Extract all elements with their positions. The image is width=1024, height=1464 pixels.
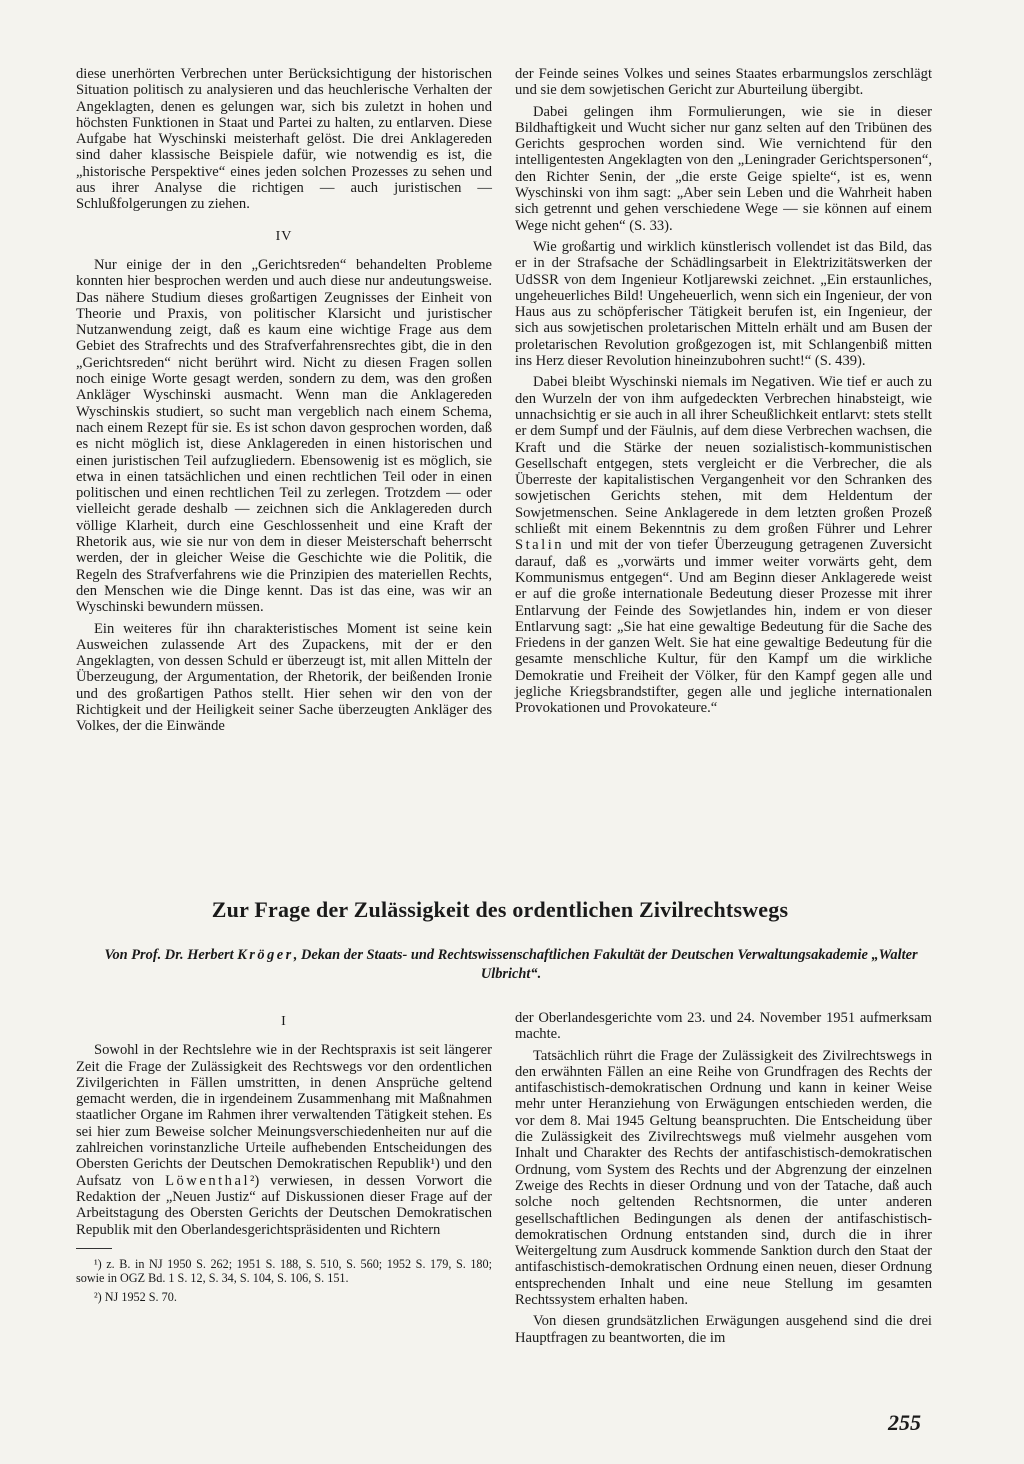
section-heading: I bbox=[281, 1014, 287, 1029]
paragraph: Nur einige der in den „Gerichtsreden“ behandelten Probleme konnten hier besprochen werden und auch diese nur andeutungsweise. Das nähere Studium dieses großartigen Zeugnisses der Einheit von Theorie und Praxis, von politischer Klarsicht und juristischer Nutzanwendung zeigt, daß es kaum eine wichtige Frage aus dem Gebiet des Strafrechts und des Strafverfahrensrechtes gibt, die in den „Gerichtsreden“ nicht berührt wird. Nicht zu diesen Fragen sollen noch einige Worte gesagt werden, sondern zu dem, was den großen Ankläger Wyschinski ausmacht. Wenn man die Anklagereden Wyschinskis studiert, so sucht man vergeblich nach einem Schema, nach einem Rezept für sie. Es ist schon davon gesprochen worden, daß es nicht möglich ist, diese Anklagereden in einen historischen und einen juristischen Teil aufzugliedern. Ebensowenig ist es möglich, sie etwa in einen tatsächlichen und einen rechtlichen Teil oder in einen politischen und einen rechtlichen Teil zu zerlegen. Trotzdem — oder vielleicht gerade deshalb — zeichnen sich die Anklagereden durch völlige Klarheit, durch eine Geschlossenheit und eine Kraft der Rhetorik aus, wie sie nur von dem in dieser Meisterschaft beherrscht werden, der in gleicher Weise die Geschichte wie die Politik, die Regeln des Strafverfahrens wie die Prinzipien des materiellen Rechts, den Menschen wie die Dinge kennt. Das ist das eine, was wir an Wyschinski bewundern müssen. bbox=[76, 256, 492, 616]
spaced-name-loewenthal: Löwenthal bbox=[165, 1172, 251, 1189]
byline-suffix: , Dekan der Staats- und Rechtswissenschaftlichen Fakultät der Deutschen Verwaltungsakademie „Walter Ulbricht“. bbox=[293, 947, 918, 982]
paragraph: Wie großartig und wirklich künstlerisch vollendet ist das Bild, das er in der Strafsache der Schädlingsarbeit in Elektrizitätswerken der UdSSR von dem Ingenieur Kotljarewski zeichnet. „Ein erstaunliches, ungeheuerliches Bild! Ungeheuerlich, wenn sich ein Ingenieur, der von Haus aus zu schöpferischer Tätigkeit berufen ist, ein Ingenieur, der sich aus sowjetischen proletarischen Mitteln erhält und am Busen der proletarischen Revolution großgezogen ist, mit Schlangenbiß mitten ins Herz dieser Revolution hineinzubohren sucht!“ (S. 439). bbox=[515, 238, 932, 370]
paragraph bbox=[515, 374, 932, 716]
section-heading: IV bbox=[275, 228, 293, 244]
spaced-name-stalin: Stalin bbox=[515, 537, 565, 554]
text-run: Dabei bleibt Wyschinski niemals im Negativen. Wie tief er auch zu den Wurzeln der von ihm aufgedeckten Verbrechen hinabsteigt, wie unnachsichtig er sie auch in all ihrer Scheußlichkeit entlarvt: stets stellt er dem Sumpf und der Fäulnis, auf dem diese Verbrechen wachsen, die Kraft und die Stärke der neuen sozialistisch-kommunistischen Gesellschaft entgegen, stets vergleicht er die Verbrecher, die als Überreste der kapitalistischen Vergangenheit vor den Schranken des sowjetischen Gerichts stehen, mit dem Heldentum der Sowjetmenschen. Seine Anklagerede in dem letzten großen Prozeß schließt mit einem Bekenntnis zu dem großen Führer und Lehrer bbox=[515, 374, 932, 538]
author-name: Kröger bbox=[237, 947, 294, 963]
article2-left-column bbox=[76, 1010, 492, 1309]
paragraph: der Feinde seines Volkes und seines Staates erbarmungslos zerschlägt und sie dem sowjetischen Gericht zur Aburteilung übergibt. bbox=[515, 66, 932, 99]
paragraph: Ein weiteres für ihn charakteristisches Moment ist seine kein Ausweichen zulassende Art des Zupackens, mit der er den Angeklagten, von dessen Schuld er überzeugt ist, mit allen Mitteln der Überzeugung, der Argumentation, der Rhetorik, der beißenden Ironie und des großartigen Pathos stellt. Hier sehen wir den von der Richtigkeit und der Heiligkeit seiner Sache überzeugten Ankläger des Volkes, der die Einwände bbox=[76, 620, 492, 735]
article1-right-column bbox=[515, 66, 932, 722]
paragraph: Dabei gelingen ihm Formulierungen, wie sie in dieser Bildhaftigkeit und Wucht sicher nur ganz selten auf den Tribünen des Gerichts gesprochen worden sind. Wie vernichtend für den intelligentesten Angeklagten von den „Leningrader Gerichtspersonen“, den Richter Senin, der „die erste Geige spielte“, ist es, wenn Wyschinski von ihm sagt: „Aber sein Leben und die Wahrheit haben sich getrennt und gehen verschiedene Wege — sie können auf einem Wege nicht gehen“ (S. 33). bbox=[515, 103, 932, 234]
text-run: ²) verwiesen, in dessen Vorwort die Redaktion der „Neuen Justiz“ auf Diskussionen dieser Frage auf der Arbeitstagung des Obersten Gerichts der Deutschen Demokratischen Republik mit den Oberlandesgerichtspräsidenten und Richtern bbox=[76, 1172, 492, 1238]
paragraph: diese unerhörten Verbrechen unter Berücksichtigung der historischen Situation politisch zu analysieren und das heuchlerische Verhalten der Angeklagten, denen es gelungen war, sich bis zuletzt in hohen und höchsten Funktionen in Staat und Partei zu halten, zu entlarven. Diese Aufgabe hat Wyschinski meisterhaft gelöst. Die drei Anklagereden sind daher klassische Beispiele dafür, wie notwendig es ist, die „historische Perspektive“ eines jeden solchen Prozesses zu sehen und aus ihrer Analyse die richtigen — auch juristischen — Schlußfolgerungen zu ziehen. bbox=[76, 66, 492, 213]
byline-prefix: Von Prof. Dr. Herbert bbox=[104, 947, 234, 963]
text-run: und mit der von tiefer Überzeugung getragenen Zuversicht darauf, daß es „vorwärts und immer weiter vorwärts geht, dem Kommunismus entgegen“. Und am Beginn dieser Anklagerede weist er auf die große internationale Bedeutung dieser Prozesse mit ihrer Entlarvung der Feinde des Sowjetlandes hin, indem er von dieser Entlarvung sagt: „Sie hat eine gewaltige Bedeutung für die Sache des Friedens in der ganzen Welt. Sie hat eine gewaltige Bedeutung für die gesamte menschliche Kultur, für den Kampf um die wirkliche Demokratie und Freiheit der Völker, für den Kampf gegen alle und jegliche Kriegsbrandstifter, gegen alle und jegliche internationalen Provokationen und Provokateure.“ bbox=[515, 537, 932, 717]
text-run: Sowohl in der Rechtslehre wie in der Rechtspraxis ist seit längerer Zeit die Frage der Zulässigkeit des Rechtswegs vor den ordentlichen Zivilgerichten in Fällen umstritten, in denen Ansprüche geltend gemacht werden, die in irgendeinem Zusammenhang mit Maßnahmen staatlicher Organe im Rahmen ihrer verwaltenden Tätigkeit stehen. Es sei hier zum Beweise solcher Meinungsverschiedenheiten nur auf die zahlreichen vorinstanzliche Urteile aufhebenden Entscheidungen des Obersten Gerichts der Deutschen Demokratischen Republik¹) und den Aufsatz von bbox=[76, 1042, 492, 1189]
article-byline bbox=[96, 946, 926, 984]
article2-right-column bbox=[515, 1010, 932, 1351]
footnote-2: ²) NJ 1952 S. 70. bbox=[94, 1289, 177, 1304]
paragraph: Tatsächlich rührt die Frage der Zulässigkeit des Zivilrechtswegs in den erwähnten Fällen an eine Reihe von Grundfragen des Rechts der antifaschistisch-demokratischen Ordnung und kann in keiner Weise mehr unter Heranziehung von Erwägungen entschieden werden, die vor dem 8. Mai 1945 Geltung beanspruchten. Die Entscheidung über die Zulässigkeit des Zivilrechtswegs muß vielmehr ausgehen vom Inhalt und Charakter des Rechts der antifaschistisch-demokratischen Ordnung, vom System des Rechts und der Abgrenzung der einzelnen Zweige des Rechts in dieser Ordnung und von der Tatache, daß auch solche noch geltenden Rechtsnormen, die unter anderen gesellschaftlichen Bedingungen als denen der antifaschistisch-demokratischen Ordnung entstanden sind, durch die in ihrer Weitergeltung zum Ausdruck kommende Sanktion durch den Staat der antifaschistisch-demokratischen Ordnung einen neuen, dieser Ordnung entsprechenden Inhalt und eine neue Stellung im gesamten Rechtssystem erhalten haben. bbox=[515, 1047, 932, 1309]
article1-left-column bbox=[76, 66, 492, 740]
footnote-1: ¹) z. B. in NJ 1950 S. 262; 1951 S. 188, S. 510, S. 560; 1952 S. 179, S. 180; sowie in OGZ Bd. 1 S. 12, S. 34, S. 104, S. 106, S. 151. bbox=[76, 1256, 492, 1285]
footnote-rule bbox=[76, 1248, 112, 1249]
paragraph: der Oberlandesgerichte vom 23. und 24. November 1951 aufmerksam machte. bbox=[515, 1010, 932, 1043]
page-number: 255 bbox=[888, 1410, 921, 1435]
paragraph bbox=[76, 1042, 492, 1238]
article-title: Zur Frage der Zulässigkeit des ordentlichen Zivilrechtswegs bbox=[211, 897, 789, 922]
paragraph: Von diesen grundsätzlichen Erwägungen ausgehend sind die drei Hauptfragen zu beantworten, die im bbox=[515, 1313, 932, 1346]
